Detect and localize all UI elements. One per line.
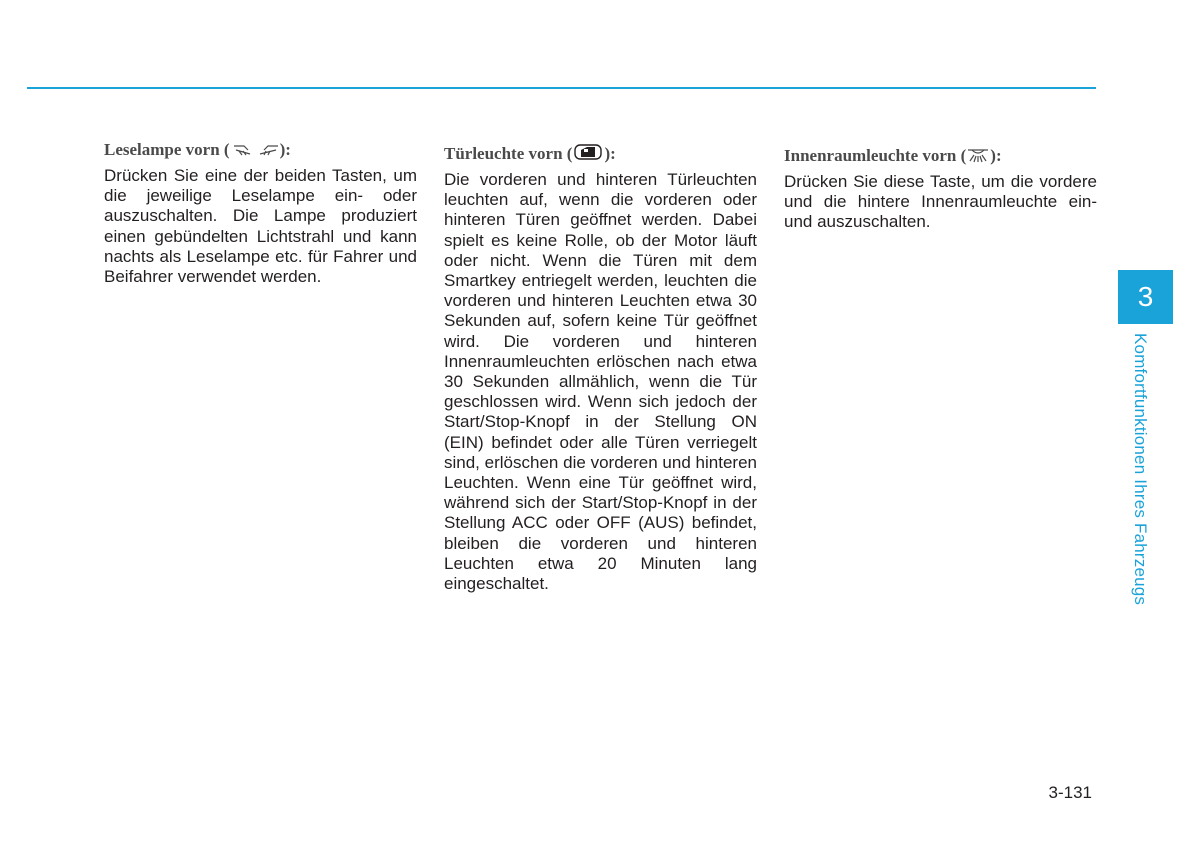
section-heading: Leselampe vorn ( ): bbox=[104, 140, 291, 159]
header-rule bbox=[27, 87, 1096, 89]
section-heading: Innenraumleuchte vorn ( ): bbox=[784, 146, 1002, 165]
section-reading-lamp bbox=[104, 138, 417, 287]
section-heading: Türleuchte vorn ( ): bbox=[444, 144, 616, 163]
door-lamp-icon bbox=[572, 143, 604, 161]
room-lamp-icon bbox=[966, 147, 990, 163]
page-number: 3-131 bbox=[1048, 783, 1092, 802]
section-body: Drücken Sie diese Taste, um die vordere und die hintere Innenraumleuchte ein- und auszuschalten. bbox=[784, 172, 1097, 232]
section-body: Drücken Sie eine der beiden Tasten, um die jeweilige Leselampe ein- oder auszuschalten. Die Lampe produziert einen gebündelten Lichtstrahl und kann nachts als Leselampe etc. für Fahrer und Beifahrer verwendet werden. bbox=[104, 166, 417, 287]
chapter-tab: 3 bbox=[1118, 270, 1173, 324]
reading-lamp-icon bbox=[230, 141, 280, 157]
section-room-lamp bbox=[784, 138, 1097, 233]
section-body: Die vorderen und hinteren Türleuchten leuchten auf, wenn die vorderen oder hinteren Türen geöffnet werden. Dabei spielt es keine Rolle, ob der Motor läuft oder nicht. Wenn die Türen mit dem Smartkey entriegelt werden, leuchten die vorderen und hinteren Leuchten etwa 30 Sekunden auf, sofern keine Tür geöffnet wird. Die vorderen und hinteren Innenraumleuchten erlöschen nach etwa 30 Sekunden allmählich, wenn die Tür geschlossen wird. Wenn sich jedoch der Start/Stop-Knopf in der Stellung ON (EIN) befindet oder alle Türen verriegelt sind, erlöschen die vorderen und hinteren Leuchten. Wenn eine Tür geöffnet wird, während sich der Start/Stop-Knopf in der Stellung ACC oder OFF (AUS) befindet, bleiben die vorderen und hinteren Leuchten etwa 20 Minuten lang eingeschaltet. bbox=[444, 170, 757, 594]
chapter-title: Komfortfunktionen Ihres Fahrzeugs bbox=[1131, 333, 1150, 606]
section-door-lamp bbox=[444, 138, 757, 594]
